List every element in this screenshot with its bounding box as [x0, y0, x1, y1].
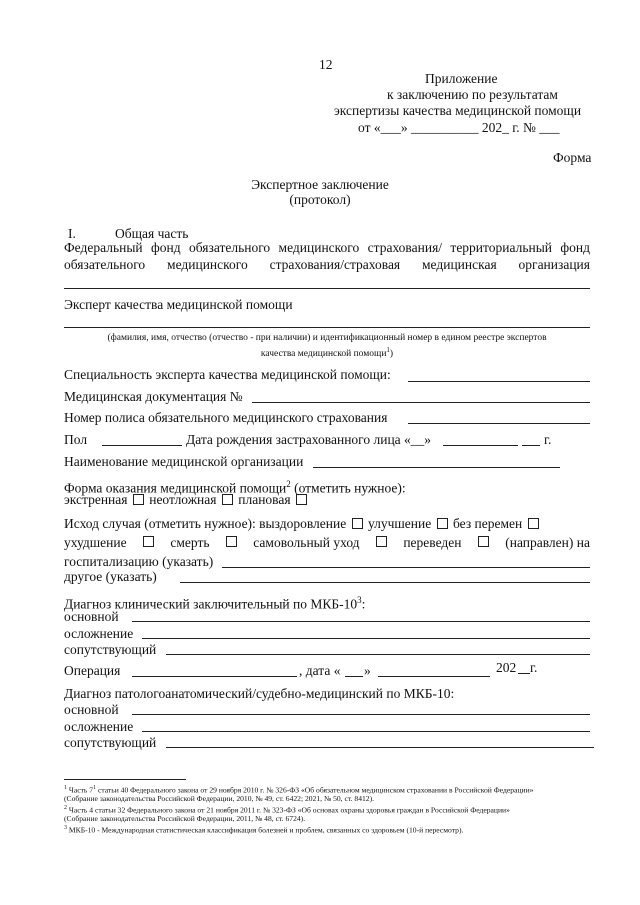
expert-label: Эксперт качества медицинской помощи — [64, 297, 293, 312]
outcome-transfer-checkbox[interactable] — [478, 536, 489, 547]
operation-label: Операция — [64, 663, 121, 678]
birth-date-label: Дата рождения застрахованного лица «__» — [186, 432, 432, 447]
operation-year-suffix: г. — [530, 660, 538, 675]
care-option-emergency-checkbox[interactable] — [133, 494, 144, 505]
operation-year-label: 202 — [496, 660, 517, 675]
outcome-other-fill-line[interactable] — [180, 582, 590, 583]
outcome-directed-label: (направлен) на — [505, 535, 590, 550]
fund-text-line-2: обязательного медицинского страхования/страховая медицинская организация — [64, 257, 590, 272]
outcome-transfer-label: переведен — [403, 535, 462, 550]
med-doc-fill-line[interactable] — [252, 402, 590, 403]
expert-fill-line[interactable] — [64, 327, 590, 328]
diag-patho-main-fill-line[interactable] — [132, 714, 590, 715]
outcome-leave-checkbox[interactable] — [376, 536, 387, 547]
section-number: I. — [68, 226, 76, 241]
care-option-emergency-label: экстренная — [64, 492, 128, 507]
fund-text-line-1: Федеральный фонд обязательного медицинского страхования/ территориальный фонд — [64, 240, 590, 255]
diag-clinical-main-fill-line[interactable] — [132, 621, 590, 622]
org-name-fill-line[interactable] — [313, 467, 560, 468]
diag-patho-complication-fill-line[interactable] — [142, 731, 590, 732]
outcome-hospital-label: госпитализацию (указать) — [64, 554, 214, 569]
diag-clinical-complication-fill-line[interactable] — [142, 638, 590, 639]
diag-clinical-concomitant-label: сопутствующий — [64, 642, 157, 657]
footnote-2-line-2: (Собрание законодательства Российской Федерации, 2011, № 48, ст. 6724). — [64, 814, 306, 823]
fund-fill-line[interactable] — [64, 288, 590, 289]
care-option-planned-label: плановая — [238, 492, 291, 507]
appendix-line-1: Приложение — [425, 71, 498, 86]
document-subtitle: (протокол) — [289, 192, 351, 207]
form-label: Форма — [553, 150, 592, 165]
page-number: 12 — [319, 57, 333, 72]
birth-year-fill-line[interactable] — [522, 445, 540, 446]
operation-day-fill-line[interactable] — [345, 676, 363, 677]
outcome-line-1 — [64, 516, 541, 532]
policy-fill-line[interactable] — [408, 423, 590, 424]
outcome-worse-checkbox[interactable] — [143, 536, 154, 547]
specialty-label: Специальность эксперта качества медицинской помощи: — [64, 367, 391, 382]
appendix-line-4: от «___» __________ 202_ г. № ___ — [358, 120, 560, 135]
diag-patho-complication-label: осложнение — [64, 719, 134, 734]
operation-fill-line[interactable] — [132, 676, 297, 677]
sex-fill-line[interactable] — [102, 445, 182, 446]
org-name-label: Наименование медицинской организации — [64, 454, 304, 469]
outcome-other-label: другое (указать) — [64, 569, 157, 584]
diag-patho-concomitant-label: сопутствующий — [64, 735, 157, 750]
outcome-worse-label: ухудшение — [64, 535, 127, 550]
footnote-divider — [64, 779, 186, 780]
med-doc-label: Медицинская документация № — [64, 389, 243, 404]
operation-month-fill-line[interactable] — [378, 676, 490, 677]
outcome-line-2 — [64, 535, 590, 551]
diag-clinical-label: Диагноз клинический заключительный по МКБ-$10^3$: — [64, 595, 366, 612]
operation-date-label: , дата « — [299, 663, 341, 678]
sex-label: Пол — [64, 432, 88, 447]
diag-clinical-concomitant-fill-line[interactable] — [166, 654, 590, 655]
footnote-3: $^3$ МКБ-10 - Международная статистическая классификация болезней и проблем, связанных со здоровьем (10-й пересмотр). — [64, 825, 464, 835]
appendix-line-2: к заключению по результатам — [387, 87, 558, 102]
footnote-1-line-1: $^1$ Часть $7^1$ статьи 40 Федерального закона от 29 ноября 2010 г. № 326-ФЗ «Об обязательном медицинском страховании в Российской Федерации» — [64, 785, 534, 795]
diag-clinical-main-label: основной — [64, 609, 119, 624]
expert-note-line-2: качества медицинской помощи$^1$) — [260, 346, 394, 360]
section-title: Общая часть — [115, 226, 189, 241]
birth-month-fill-line[interactable] — [443, 445, 518, 446]
document-title: Экспертное заключение — [251, 177, 389, 192]
outcome-improve-label: улучшение — [367, 516, 432, 531]
diag-clinical-complication-label: осложнение — [64, 626, 134, 641]
expert-note-line-1: (фамилия, имя, отчество (отчество - при наличии) и идентификационный номер в едином реестре экспертов — [107, 333, 547, 343]
care-form-options — [64, 492, 309, 508]
outcome-nochange-label: без перемен — [452, 516, 523, 531]
outcome-nochange-checkbox[interactable] — [528, 518, 539, 529]
outcome-label: Исход случая (отметить нужное): выздоровление — [64, 516, 347, 531]
outcome-recovery-checkbox[interactable] — [352, 518, 363, 529]
diag-patho-concomitant-fill-line[interactable] — [166, 747, 594, 748]
diag-patho-main-label: основной — [64, 702, 119, 717]
care-option-urgent-label: неотложная — [149, 492, 217, 507]
appendix-line-3: экспертизы качества медицинской помощи — [334, 103, 582, 118]
outcome-death-label: смерть — [170, 535, 210, 550]
care-option-planned-checkbox[interactable] — [296, 494, 307, 505]
policy-label: Номер полиса обязательного медицинского страхования — [64, 410, 388, 425]
specialty-fill-line[interactable] — [408, 381, 590, 382]
footnote-1-line-2: (Собрание законодательства Российской Федерации, 2010, № 49, ст. 6422; 2021, № 50, ст. 8412). — [64, 794, 375, 803]
operation-date-close: » — [364, 663, 371, 678]
care-option-urgent-checkbox[interactable] — [222, 494, 233, 505]
footnote-2-line-1: $^2$ Часть 4 статьи 32 Федерального закона от 21 ноября 2011 г. № 323-ФЗ «Об основах охраны здоровья граждан в Российской Федерации» — [64, 805, 510, 815]
outcome-hospital-fill-line[interactable] — [222, 567, 590, 568]
outcome-improve-checkbox[interactable] — [437, 518, 448, 529]
birth-year-suffix: г. — [544, 432, 552, 447]
operation-year-fill-line[interactable] — [518, 673, 530, 674]
diag-patho-label: Диагноз патологоанатомический/судебно-медицинский по МКБ-10: — [64, 686, 455, 701]
care-form-label: Форма оказания медицинской помощи$^2$ (отметить нужное): — [64, 479, 406, 496]
outcome-death-checkbox[interactable] — [226, 536, 237, 547]
outcome-leave-label: самовольный уход — [253, 535, 360, 550]
